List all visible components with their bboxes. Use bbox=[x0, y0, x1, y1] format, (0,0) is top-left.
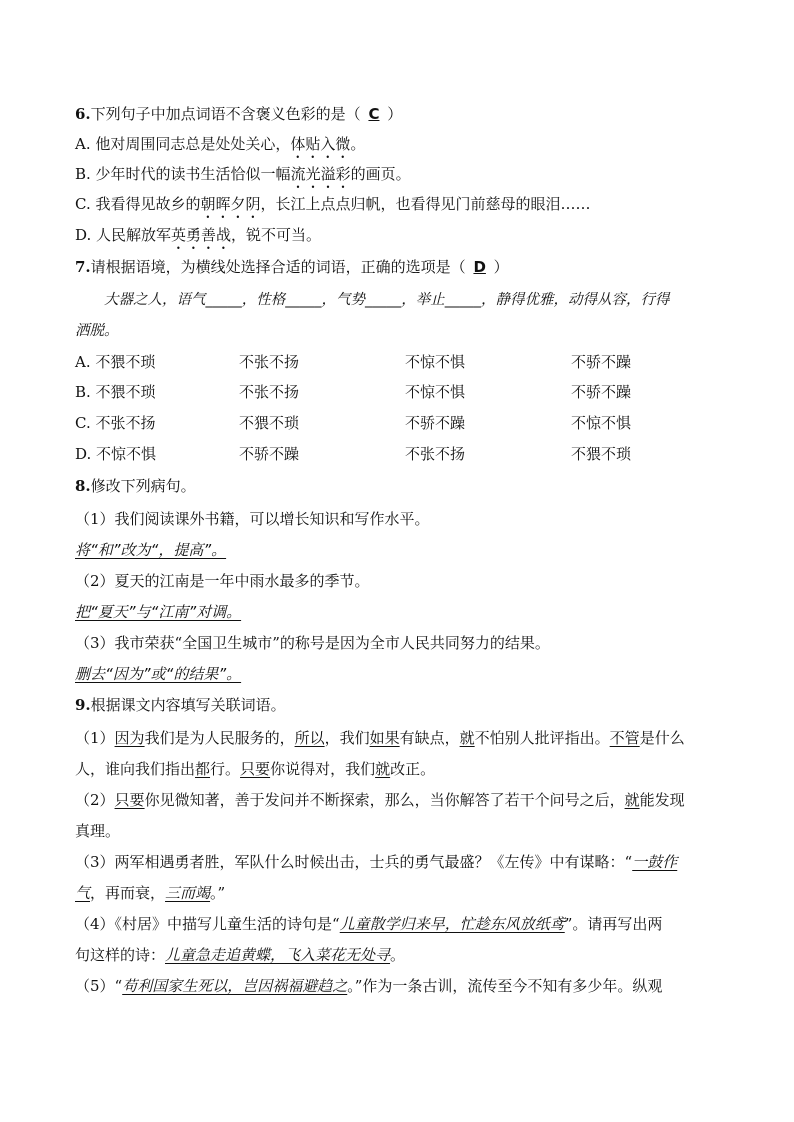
q6-c-text: C. 我看得见故乡的 bbox=[75, 195, 201, 213]
q7-d-col3: 不张不扬 bbox=[405, 445, 466, 463]
q9-l3-text-2: 能发现 bbox=[639, 791, 685, 809]
q7-answer: D bbox=[473, 258, 486, 276]
q9-l2-blank-2: 只要 bbox=[240, 760, 271, 778]
q9-l9-label: （5）“ bbox=[75, 977, 123, 995]
q9-line-3 bbox=[75, 790, 685, 810]
q9-l1-blank-1: 因为 bbox=[114, 729, 145, 747]
q8-stem bbox=[75, 476, 196, 496]
q8-sentence-1: （1）我们阅读课外书籍，可以增长知识和写作水平。 bbox=[75, 510, 430, 528]
q9-line-4: 真理。 bbox=[75, 822, 121, 840]
q9-l3-label: （2） bbox=[75, 791, 115, 809]
q9-l2-text-0: 人，谁向我们指出 bbox=[75, 760, 196, 778]
q9-l3-text-1: 你见微知著，善于发问并不断探索，那么，当你解答了若干个问号之后， bbox=[144, 791, 625, 809]
q6-a-dotted: 体贴入微 bbox=[290, 135, 351, 153]
q9-l7-text-1: ”。请再写出两 bbox=[564, 915, 663, 933]
q9-line-1 bbox=[75, 728, 685, 748]
q9-l6-text-1: ，再而衰， bbox=[90, 884, 166, 902]
q6-stem-text: 下列句子中加点词语不含褒义色彩的是（ bbox=[90, 105, 366, 123]
q9-stem bbox=[75, 695, 286, 715]
q9-line-8 bbox=[75, 945, 405, 965]
q7-a-col2: 不张不扬 bbox=[239, 353, 300, 371]
q6-d-end: ，锐不可当。 bbox=[231, 226, 322, 244]
q8-number: 8. bbox=[75, 477, 91, 495]
q9-l1-label: （1） bbox=[75, 729, 115, 747]
q9-l2-text-1: 行。 bbox=[210, 760, 241, 778]
q6-b-dotted: 流光溢彩 bbox=[290, 165, 351, 183]
q7-c-col1: C. 不张不扬 bbox=[75, 414, 156, 432]
q8-sentence-3: （3）我市荣获“全国卫生城市”的称号是因为全市人民共同努力的结果。 bbox=[75, 634, 550, 652]
q6-number: 6. bbox=[75, 105, 91, 123]
q9-l2-text-2: 你说得对，我们 bbox=[270, 760, 376, 778]
q6-close: ） bbox=[382, 105, 403, 123]
q6-d-dotted: 英勇善战 bbox=[171, 226, 232, 244]
q7-a-col4: 不骄不躁 bbox=[571, 353, 632, 371]
q9-l3-blank-1: 只要 bbox=[114, 791, 145, 809]
q9-l1-blank-3: 如果 bbox=[369, 729, 400, 747]
q6-stem bbox=[75, 104, 402, 124]
q9-l1-blank-2: 所以 bbox=[294, 729, 325, 747]
q9-stem-text: 根据课文内容填写关联词语。 bbox=[90, 696, 286, 714]
q9-l1-text-5: 是什么 bbox=[639, 729, 685, 747]
q7-close: ） bbox=[488, 258, 509, 276]
q7-b-col4: 不骄不躁 bbox=[571, 383, 632, 401]
q7-d-col4: 不猥不琐 bbox=[571, 445, 632, 463]
q6-option-b bbox=[75, 164, 411, 192]
q7-stem-text: 请根据语境，为横线处选择合适的词语，正确的选项是（ bbox=[90, 258, 471, 276]
q7-b-col2: 不张不扬 bbox=[239, 383, 300, 401]
q7-b-col1: B. 不猥不琐 bbox=[75, 383, 156, 401]
q7-a-col1: A. 不猥不琐 bbox=[75, 353, 156, 371]
q7-d-col1: D. 不惊不惧 bbox=[75, 445, 157, 463]
q7-number: 7. bbox=[75, 258, 91, 276]
q9-line-7 bbox=[75, 914, 662, 934]
q6-a-text: A. 他对周围同志总是处处关心， bbox=[75, 135, 291, 153]
q7-passage-line-2: 洒脱。 bbox=[75, 323, 119, 339]
q9-l8-text-0: 句这样的诗： bbox=[75, 946, 166, 964]
q9-l1-blank-5: 不管 bbox=[609, 729, 640, 747]
q9-l8-text-1: 。 bbox=[390, 946, 406, 964]
q8-answer-1: 将“和”改为“，提高”。 bbox=[75, 541, 227, 559]
q7-passage-line-1: 大器之人，语气_____，性格_____，气势_____，举止_____，静得优雅，动得从容，行得 bbox=[104, 292, 670, 308]
q7-c-col3: 不骄不躁 bbox=[405, 414, 466, 432]
q6-b-end: 的画页。 bbox=[350, 165, 411, 183]
q7-d-col2: 不骄不躁 bbox=[239, 445, 300, 463]
q9-l8-blank-1: 儿童急走追黄蝶，飞入菜花无处寻 bbox=[165, 946, 391, 964]
q9-l7-text-0: （4）《村居》中描写儿童生活的诗句是“ bbox=[75, 915, 340, 933]
q8-sentence-2: （2）夏天的江南是一年中雨水最多的季节。 bbox=[75, 572, 370, 590]
q9-l3-blank-2: 就 bbox=[624, 791, 640, 809]
q7-c-col4: 不惊不惧 bbox=[571, 414, 632, 432]
q6-answer: C bbox=[368, 105, 380, 123]
q9-line-5 bbox=[75, 852, 677, 872]
q9-number: 9. bbox=[75, 696, 91, 714]
q7-b-col3: 不惊不惧 bbox=[405, 383, 466, 401]
q9-l2-blank-3: 就 bbox=[375, 760, 391, 778]
q6-c-end: ，长江上点点归帆，也看得见门前慈母的眼泪…… bbox=[260, 195, 591, 213]
q8-answer-3: 删去“因为”或“的结果”。 bbox=[75, 665, 242, 683]
q7-stem bbox=[75, 257, 509, 277]
q7-c-col2: 不猥不琐 bbox=[239, 414, 300, 432]
q9-l1-text-3: 有缺点， bbox=[399, 729, 460, 747]
q9-line-2 bbox=[75, 759, 435, 779]
q9-l6-blank-2: 三而竭 bbox=[165, 884, 211, 902]
q9-l2-text-3: 改正。 bbox=[390, 760, 436, 778]
q6-b-text: B. 少年时代的读书生活恰似一幅 bbox=[75, 165, 291, 183]
q9-l7-blank-1: 儿童散学归来早，忙趁东风放纸鸢 bbox=[339, 915, 565, 933]
q9-line-6 bbox=[75, 883, 225, 903]
q9-line-9 bbox=[75, 976, 662, 996]
q9-l6-blank-1: 气 bbox=[75, 884, 91, 902]
q8-answer-2: 把“夏天”与“江南”对调。 bbox=[75, 603, 242, 621]
q6-a-end: 。 bbox=[350, 135, 366, 153]
q6-option-c bbox=[75, 194, 591, 222]
q8-stem-text: 修改下列病句。 bbox=[90, 477, 196, 495]
q9-l1-text-2: ，我们 bbox=[324, 729, 370, 747]
q6-option-a bbox=[75, 134, 365, 162]
q6-option-d bbox=[75, 225, 321, 253]
q9-l1-text-4: 不怕别人批评指出。 bbox=[474, 729, 610, 747]
q7-a-col3: 不惊不惧 bbox=[405, 353, 466, 371]
q9-l9-blank-1: 苟利国家生死以，岂因祸福避趋之 bbox=[122, 977, 348, 995]
q9-l1-blank-4: 就 bbox=[459, 729, 475, 747]
q9-l5-text: （3）两军相遇勇者胜，军队什么时候出击，士兵的勇气最盛？《左传》中有谋略：“ bbox=[75, 853, 633, 871]
q9-l9-text-1: 。”作为一条古训，流传至今不知有多少年。纵观 bbox=[347, 977, 663, 995]
q9-l2-blank-1: 都 bbox=[195, 760, 211, 778]
q9-l1-text-1: 我们是为人民服务的， bbox=[144, 729, 295, 747]
q9-l5-blank-1: 一鼓作 bbox=[632, 853, 678, 871]
q6-d-text: D. 人民解放军 bbox=[75, 226, 172, 244]
q6-c-dotted: 朝晖夕阴 bbox=[200, 195, 261, 213]
q9-l6-text-2: 。” bbox=[210, 884, 226, 902]
